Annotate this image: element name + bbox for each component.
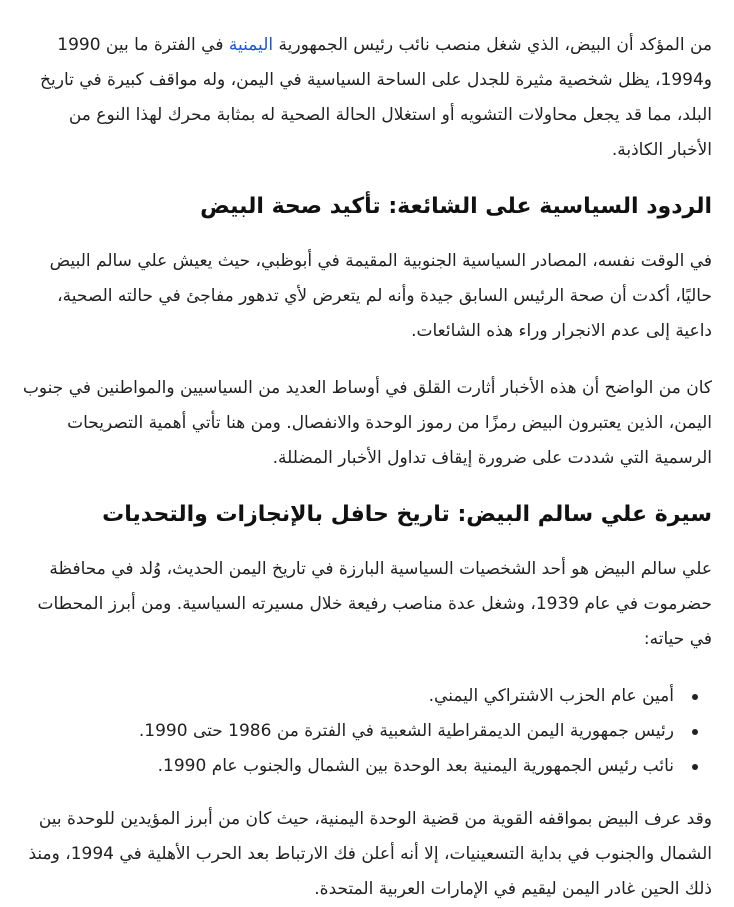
heading-political-responses: الردود السياسية على الشائعة: تأكيد صحة البيض bbox=[200, 194, 712, 219]
bullet-icon bbox=[692, 694, 698, 700]
paragraph-biography: علي سالم البيض هو أحد الشخصيات السياسية البارزة في تاريخ اليمن الحديث، وُلد في محافظة حضرموت في عام 1939، وشغل عدة مناصب رفيعة خلال مسيرته السياسية. ومن أبرز المحطات في حياته: bbox=[37, 559, 712, 649]
paragraph-intro bbox=[22, 28, 712, 168]
intro-text-before: من المؤكد أن البيض، الذي شغل منصب نائب رئيس الجمهورية bbox=[273, 35, 712, 55]
paragraph-health-confirmation: في الوقت نفسه، المصادر السياسية الجنوبية المقيمة في أبوظبي، حيث يعيش علي سالم البيض حاليًا، أكدت أن صحة الرئيس السابق جيدة وأنه لم يتعرض لأي تدهور مفاجئ في حالته الصحية، داعية إلى عدم الانجرار وراء هذه الشائعات. bbox=[49, 251, 712, 341]
paragraph-concern: كان من الواضح أن هذه الأخبار أثارت القلق في أوساط العديد من السياسيين والمواطنين في جنوب اليمن، الذين يعتبرون البيض رمزًا من رموز الوحدة والانفصال. ومن هنا تأتي أهمية التصريحات الرسمية التي شددت على ضرورة إيقاف تداول الأخبار المضللة. bbox=[22, 378, 712, 468]
heading-biography: سيرة علي سالم البيض: تاريخ حافل بالإنجازات والتحديات bbox=[102, 502, 712, 527]
list-item-text: أمين عام الحزب الاشتراكي اليمني. bbox=[428, 686, 674, 706]
paragraph-unity-stance: وقد عرف البيض بمواقفه القوية من قضية الوحدة اليمنية، حيث كان من أبرز المؤيدين للوحدة بين الشمال والجنوب في بداية التسعينيات، إلا أنه أعلن فك الارتباط بعد الحرب الأهلية في 1994، ومنذ ذلك الحين غادر اليمن ليقيم في الإمارات العربية المتحدة. bbox=[28, 809, 712, 899]
yemen-link[interactable]: اليمنية bbox=[228, 35, 274, 55]
bullet-icon bbox=[692, 729, 698, 735]
intro-text-after: في الفترة ما بين 1990 و1994، يظل شخصية مثيرة للجدل على الساحة السياسية في اليمن، وله مواقف كبيرة في تاريخ البلد، مما قد يجعل محاولات التشويه أو استغلال الحالة الصحية له بمثابة محرك لهذا النوع من الأخبار الكاذبة. bbox=[40, 35, 712, 160]
list-item bbox=[22, 679, 674, 714]
list-item-text: نائب رئيس الجمهورية اليمنية بعد الوحدة بين الشمال والجنوب عام 1990. bbox=[157, 756, 674, 776]
list-item-text: رئيس جمهورية اليمن الديمقراطية الشعبية في الفترة من 1986 حتى 1990. bbox=[138, 721, 674, 741]
bullet-icon bbox=[692, 764, 698, 770]
list-item bbox=[22, 714, 674, 749]
list-item bbox=[22, 749, 674, 784]
career-list bbox=[22, 679, 712, 784]
